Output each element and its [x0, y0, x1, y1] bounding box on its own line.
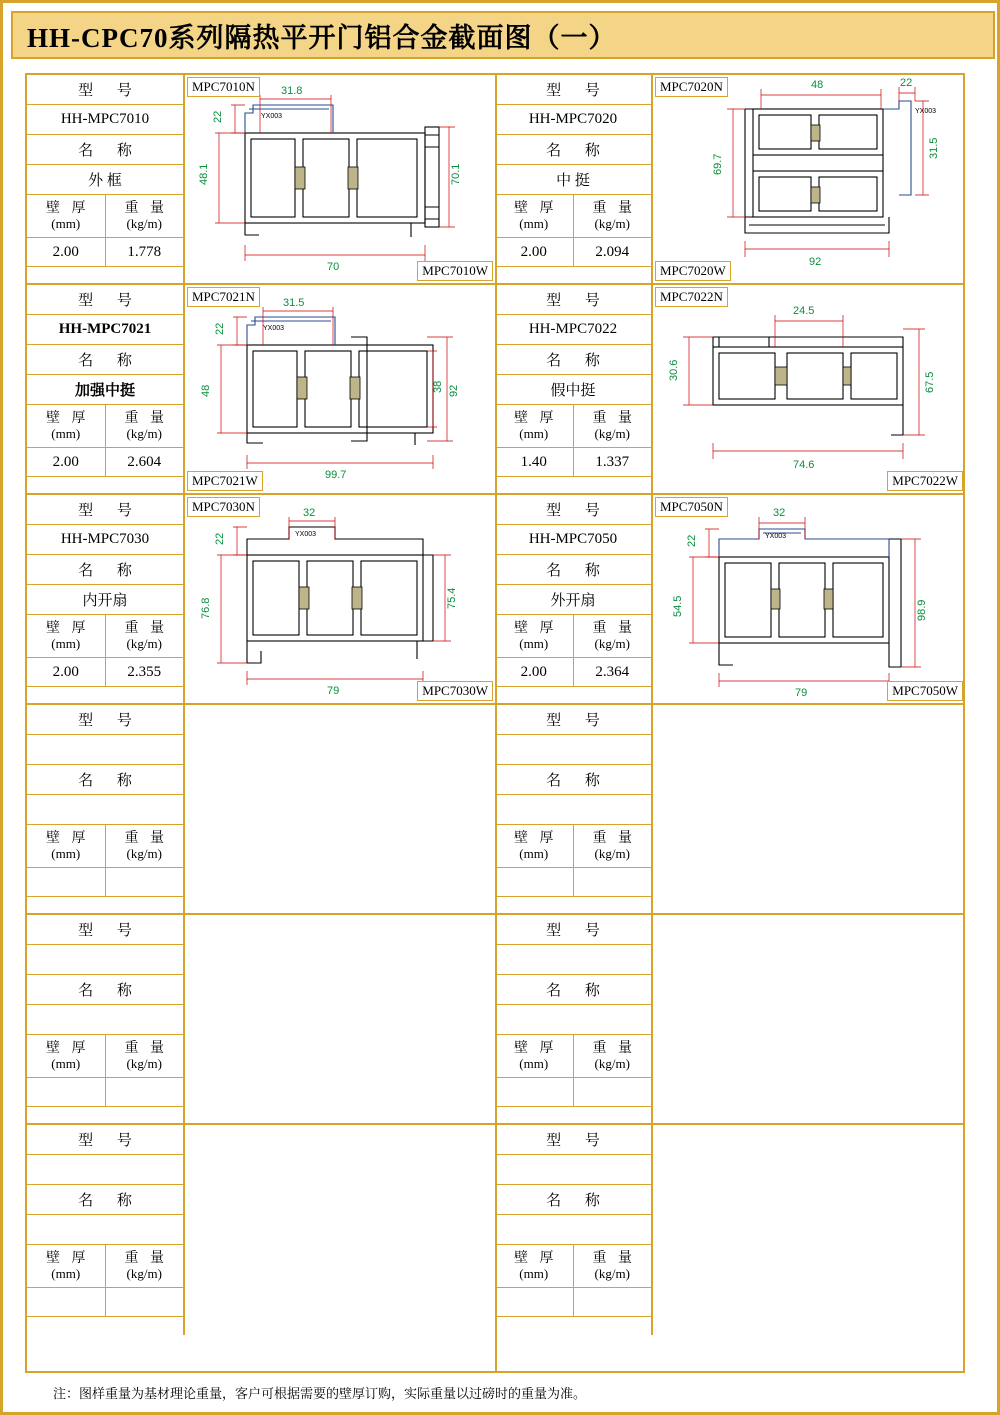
model-label: 型 号	[27, 495, 183, 525]
spec-header	[495, 825, 651, 868]
spacer-row	[495, 477, 651, 495]
document-title-bar	[11, 11, 995, 59]
spacer-row	[27, 267, 183, 285]
spacer-row	[27, 477, 183, 495]
name-value	[27, 1005, 183, 1035]
table-column-right	[495, 75, 965, 1371]
model-label: 型 号	[27, 75, 183, 105]
weight-label: 重 量	[124, 1040, 168, 1056]
weight-value: 1.337	[595, 453, 630, 470]
dimension-text: 70	[327, 261, 340, 273]
thickness-unit: (mm)	[51, 425, 81, 441]
dimension-text: 48	[811, 79, 824, 91]
profile-drawing-empty	[185, 705, 495, 913]
profile-tag-w: MPC7010W	[417, 261, 493, 281]
thickness-label: 壁 厚	[514, 410, 558, 426]
model-value	[27, 1155, 183, 1185]
thickness-unit: (mm)	[519, 635, 549, 651]
thickness-value: 2.00	[27, 448, 106, 476]
thickness-label: 壁 厚	[514, 1250, 558, 1266]
model-label: 型 号	[495, 705, 651, 735]
dimension-text: 54.5	[672, 595, 684, 617]
page-title: HH-CPC70系列隔热平开门铝合金截面图（一）	[27, 22, 617, 53]
dimension-text: 32	[773, 507, 786, 519]
name-label: 名 称	[495, 555, 651, 585]
profile-cell-empty	[495, 705, 965, 915]
profile-cell	[495, 495, 965, 705]
weight-label: 重 量	[124, 620, 168, 636]
name-value: 加强中挺	[27, 375, 183, 405]
spec-header	[495, 1245, 651, 1288]
weight-unit: (kg/m)	[594, 425, 630, 441]
spacer-row	[27, 1317, 183, 1335]
model-value	[495, 945, 651, 975]
spec-values	[27, 868, 183, 897]
weight-unit: (kg/m)	[594, 215, 630, 231]
thickness-label: 壁 厚	[514, 620, 558, 636]
dimension-text: 79	[795, 687, 808, 699]
spacer-row	[495, 897, 651, 915]
name-value: 中 挺	[495, 165, 651, 195]
name-value: 假中挺	[495, 375, 651, 405]
profile-tag-n: MPC7020N	[655, 77, 728, 97]
thickness-value: 1.40	[495, 448, 574, 476]
spec-header	[27, 615, 183, 658]
weight-unit: (kg/m)	[126, 425, 162, 441]
thickness-label: 壁 厚	[46, 1040, 90, 1056]
thickness-value	[495, 868, 574, 896]
thickness-label: 壁 厚	[514, 200, 558, 216]
profile-cell-empty	[27, 705, 495, 915]
profile-drawing-empty	[185, 1125, 495, 1335]
profile-drawing-empty	[185, 915, 495, 1123]
profile-info	[27, 75, 185, 283]
name-label: 名 称	[27, 1185, 183, 1215]
weight-value: 1.778	[127, 243, 162, 260]
weight-value	[106, 1288, 184, 1316]
spec-values	[495, 1288, 651, 1317]
name-label: 名 称	[495, 135, 651, 165]
spec-values	[495, 658, 651, 687]
weight-label: 重 量	[592, 1040, 636, 1056]
profile-drawing-empty	[653, 1125, 965, 1335]
model-label: 型 号	[495, 1125, 651, 1155]
dimension-text: 74.6	[793, 459, 815, 471]
weight-label: 重 量	[124, 1250, 168, 1266]
name-label: 名 称	[27, 345, 183, 375]
dimension-text: 92	[809, 256, 822, 268]
weight-unit: (kg/m)	[126, 1055, 162, 1071]
profile-tag-w: MPC7030W	[417, 681, 493, 701]
profile-tag-n: MPC7030N	[187, 497, 260, 517]
spec-values	[495, 868, 651, 897]
name-value	[495, 1005, 651, 1035]
weight-unit: (kg/m)	[594, 1055, 630, 1071]
profile-drawing	[653, 285, 965, 493]
name-label: 名 称	[495, 345, 651, 375]
profile-tag-w: MPC7020W	[655, 261, 731, 281]
model-value	[27, 945, 183, 975]
name-value	[495, 795, 651, 825]
footer-note: 注：图样重量为基材理论重量，客户可根据需要的壁厚订购，实际重量以过磅时的重量为准。	[53, 1386, 587, 1401]
dimension-text: 69.7	[712, 153, 724, 175]
thickness-value: 2.00	[495, 238, 574, 266]
thickness-value	[27, 868, 106, 896]
profile-drawing	[653, 75, 965, 283]
profile-info	[495, 915, 653, 1123]
thickness-label: 壁 厚	[46, 200, 90, 216]
weight-unit: (kg/m)	[594, 845, 630, 861]
spec-header	[495, 615, 651, 658]
spec-header	[27, 405, 183, 448]
profile-info	[27, 285, 185, 493]
thickness-value: 2.00	[495, 658, 574, 686]
name-label: 名 称	[27, 975, 183, 1005]
dimension-text: 31.8	[281, 85, 303, 97]
model-value: HH-MPC7021	[27, 315, 183, 345]
profile-tag-n: MPC7010N	[187, 77, 260, 97]
model-label: 型 号	[27, 705, 183, 735]
dimension-text: 67.5	[924, 371, 936, 393]
weight-label: 重 量	[124, 830, 168, 846]
weight-unit: (kg/m)	[126, 845, 162, 861]
yx-label: YX003	[295, 531, 317, 538]
dimension-text: 98.9	[916, 599, 928, 621]
profile-info	[27, 915, 185, 1123]
spacer-row	[27, 687, 183, 705]
weight-label: 重 量	[592, 620, 636, 636]
weight-unit: (kg/m)	[126, 215, 162, 231]
thickness-unit: (mm)	[519, 425, 549, 441]
profile-info	[27, 495, 185, 703]
dimension-text: 48	[200, 384, 212, 397]
spec-values	[27, 1288, 183, 1317]
thickness-value	[27, 1288, 106, 1316]
profile-tag-w: MPC7022W	[887, 471, 963, 491]
dimension-text: 76.8	[200, 597, 212, 619]
model-value: HH-MPC7050	[495, 525, 651, 555]
name-value	[27, 1215, 183, 1245]
weight-label: 重 量	[592, 1250, 636, 1266]
thickness-label: 壁 厚	[514, 1040, 558, 1056]
yx-label: YX003	[915, 108, 937, 115]
weight-unit: (kg/m)	[126, 1265, 162, 1281]
thickness-unit: (mm)	[519, 1055, 549, 1071]
profile-cell	[27, 285, 495, 495]
dimension-text: 79	[327, 685, 340, 697]
spec-header	[495, 405, 651, 448]
profile-tag-n: MPC7021N	[187, 287, 260, 307]
profile-drawing	[185, 495, 495, 703]
thickness-label: 壁 厚	[514, 830, 558, 846]
profile-cell	[27, 495, 495, 705]
profile-drawing	[185, 285, 495, 493]
profile-tag-n: MPC7022N	[655, 287, 728, 307]
profile-cell-empty	[27, 1125, 495, 1335]
profile-info	[495, 705, 653, 913]
model-label: 型 号	[27, 285, 183, 315]
name-value: 外 框	[27, 165, 183, 195]
model-value: HH-MPC7022	[495, 315, 651, 345]
profile-cell	[495, 75, 965, 285]
dimension-text: 38	[432, 380, 444, 393]
thickness-value: 2.00	[27, 658, 106, 686]
thickness-label: 壁 厚	[46, 620, 90, 636]
name-value	[27, 795, 183, 825]
thickness-unit: (mm)	[51, 635, 81, 651]
spec-header	[27, 1035, 183, 1078]
name-label: 名 称	[495, 765, 651, 795]
dimension-text: 22	[212, 110, 224, 123]
thickness-unit: (mm)	[51, 1265, 81, 1281]
name-label: 名 称	[27, 135, 183, 165]
name-label: 名 称	[27, 765, 183, 795]
thickness-unit: (mm)	[519, 215, 549, 231]
weight-value	[574, 1288, 652, 1316]
weight-value	[574, 868, 652, 896]
spacer-row	[495, 1317, 651, 1335]
weight-value	[574, 1078, 652, 1106]
dimension-text: 22	[900, 77, 913, 89]
spacer-row	[495, 687, 651, 705]
thickness-unit: (mm)	[519, 845, 549, 861]
weight-label: 重 量	[124, 410, 168, 426]
dimension-text: 48.1	[198, 163, 210, 185]
thickness-label: 壁 厚	[46, 410, 90, 426]
profile-table	[25, 73, 965, 1373]
model-label: 型 号	[495, 915, 651, 945]
spacer-row	[27, 1107, 183, 1125]
thickness-label: 壁 厚	[46, 830, 90, 846]
weight-unit: (kg/m)	[594, 1265, 630, 1281]
name-label: 名 称	[27, 555, 183, 585]
name-label: 名 称	[495, 975, 651, 1005]
name-value: 内开扇	[27, 585, 183, 615]
weight-unit: (kg/m)	[126, 635, 162, 651]
thickness-unit: (mm)	[51, 1055, 81, 1071]
weight-label: 重 量	[592, 830, 636, 846]
name-label: 名 称	[495, 1185, 651, 1215]
dimension-text: 22	[214, 322, 226, 335]
weight-value: 2.355	[127, 663, 162, 680]
spacer-row	[495, 1107, 651, 1125]
spec-header	[27, 825, 183, 868]
spacer-row	[495, 267, 651, 285]
spec-header	[495, 195, 651, 238]
yx-label: YX003	[261, 113, 283, 120]
weight-value: 2.094	[595, 243, 630, 260]
yx-label: YX003	[263, 325, 285, 332]
dimension-text: 24.5	[793, 305, 815, 317]
profile-cell	[495, 285, 965, 495]
dimension-text: 92	[448, 384, 460, 397]
model-value	[495, 1155, 651, 1185]
weight-value: 2.604	[127, 453, 162, 470]
table-column-left	[27, 75, 497, 1371]
profile-info	[495, 285, 653, 493]
model-value	[27, 735, 183, 765]
spec-values	[27, 448, 183, 477]
dimension-text: 31.5	[928, 137, 940, 159]
thickness-unit: (mm)	[51, 215, 81, 231]
thickness-value	[495, 1078, 574, 1106]
profile-cell	[27, 75, 495, 285]
dimension-text: 75.4	[446, 587, 458, 609]
dimension-text: 30.6	[668, 359, 680, 381]
weight-unit: (kg/m)	[594, 635, 630, 651]
weight-label: 重 量	[592, 200, 636, 216]
model-value: HH-MPC7030	[27, 525, 183, 555]
model-label: 型 号	[27, 915, 183, 945]
profile-drawing-empty	[653, 705, 965, 913]
thickness-label: 壁 厚	[46, 1250, 90, 1266]
spacer-row	[27, 897, 183, 915]
weight-label: 重 量	[592, 410, 636, 426]
profile-drawing-empty	[653, 915, 965, 1123]
profile-drawing	[653, 495, 965, 703]
model-value	[495, 735, 651, 765]
profile-drawing	[185, 75, 495, 283]
model-label: 型 号	[495, 495, 651, 525]
spec-values	[27, 658, 183, 687]
thickness-unit: (mm)	[51, 845, 81, 861]
profile-info	[495, 495, 653, 703]
yx-label: YX003	[765, 533, 787, 540]
profile-cell-empty	[495, 915, 965, 1125]
profile-cell-empty	[495, 1125, 965, 1335]
thickness-unit: (mm)	[519, 1265, 549, 1281]
profile-tag-w: MPC7050W	[887, 681, 963, 701]
profile-info	[27, 705, 185, 913]
profile-tag-w: MPC7021W	[187, 471, 263, 491]
dimension-text: 22	[686, 534, 698, 547]
name-value	[495, 1215, 651, 1245]
profile-info	[495, 75, 653, 283]
spec-values	[495, 238, 651, 267]
model-label: 型 号	[27, 1125, 183, 1155]
model-label: 型 号	[495, 285, 651, 315]
dimension-text: 70.1	[450, 163, 462, 185]
model-label: 型 号	[495, 75, 651, 105]
weight-value: 2.364	[595, 663, 630, 680]
profile-info	[27, 1125, 185, 1335]
model-value: HH-MPC7020	[495, 105, 651, 135]
spec-values	[27, 238, 183, 267]
dimension-text: 32	[303, 507, 316, 519]
profile-cell-empty	[27, 915, 495, 1125]
weight-label: 重 量	[124, 200, 168, 216]
thickness-value	[495, 1288, 574, 1316]
dimension-text: 99.7	[325, 469, 347, 481]
dimension-text: 22	[214, 532, 226, 545]
spec-values	[27, 1078, 183, 1107]
profile-tag-n: MPC7050N	[655, 497, 728, 517]
thickness-value: 2.00	[27, 238, 106, 266]
spec-header	[27, 1245, 183, 1288]
spec-header	[495, 1035, 651, 1078]
spec-values	[495, 1078, 651, 1107]
model-value: HH-MPC7010	[27, 105, 183, 135]
spec-values	[495, 448, 651, 477]
profile-info	[495, 1125, 653, 1335]
spec-header	[27, 195, 183, 238]
weight-value	[106, 868, 184, 896]
weight-value	[106, 1078, 184, 1106]
name-value: 外开扇	[495, 585, 651, 615]
thickness-value	[27, 1078, 106, 1106]
dimension-text: 31.5	[283, 297, 305, 309]
